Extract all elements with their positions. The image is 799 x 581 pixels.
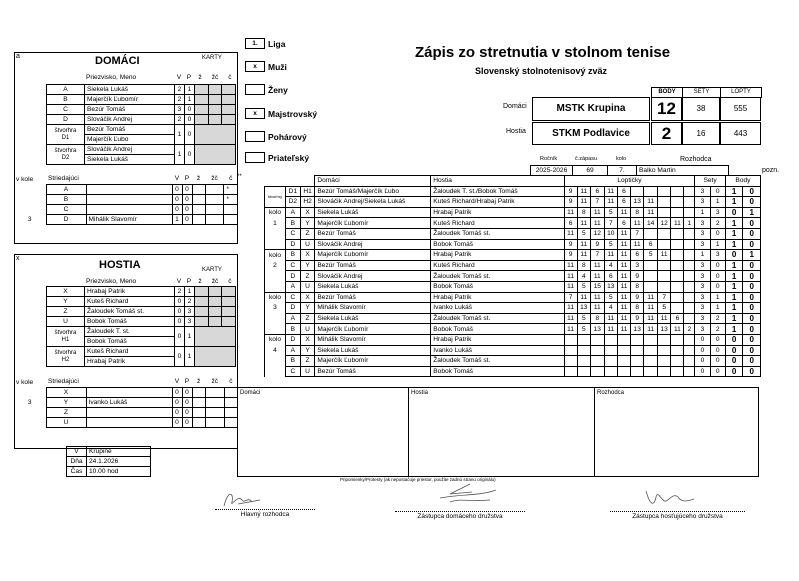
domaci-karty: KARTY bbox=[202, 55, 222, 61]
match-row: 3 D Y Mihálik Slavomír Ivanko Lukáš 11 13 11 4 11 8 11 5 3 1 1 0 bbox=[265, 303, 761, 314]
hostia-players: X Hrabaj Patrik 2 1 Y Kuteš Richard 0 2 Z Žaloudek Tomáš st. 0 3 U Bobok Tomáš 0 3 štvorhra H1 Žaloudek T. st. 0 1 Bobok Tomáš štvorhra H2 Kuteš Richard 0 1 Hrabaj Patrik bbox=[46, 286, 236, 367]
away-body: 2 bbox=[651, 122, 682, 145]
player-row: Y Kuteš Richard 0 2 bbox=[47, 297, 236, 307]
option-0: 1. Liga bbox=[245, 38, 285, 49]
match-row: A U Siekela Lukáš Bobok Tomáš 11 5 15 13 11 8 3 0 1 0 bbox=[265, 281, 761, 292]
corner-a: a bbox=[16, 53, 20, 60]
sub-row: 3 Y Ivanko Lukáš 0 0 bbox=[14, 397, 238, 407]
sub-row: Z 0 0 bbox=[14, 407, 238, 417]
sub-row: A 0 0 * bbox=[14, 184, 238, 194]
home-label: Domáci bbox=[503, 103, 527, 110]
match-row: D Z Slováčik Andrej Žaloudek Tomáš st. 11 4 11 6 11 9 3 0 1 0 bbox=[265, 271, 761, 282]
player-row: A Siekela Lukáš 2 1 bbox=[47, 85, 236, 95]
match-row: D2 H2 Slováčik Andrej/Siekela Lukáš Kuteš Richard/Hrabaj Patrik 9 11 7 11 6 13 11 3 1 1 0 bbox=[265, 197, 761, 208]
player-row: U Bobok Tomáš 0 3 bbox=[47, 317, 236, 327]
match-row: 4 A Y Siekela Lukáš Ivanko Lukáš 0 0 0 0 bbox=[265, 345, 761, 356]
home-team: MSTK Krupina bbox=[532, 97, 650, 121]
match-row: A Z Siekela Lukáš Žaloudek Tomáš st. 11 5 8 11 11 9 11 11 6 3 2 1 0 bbox=[265, 313, 761, 324]
score-header: BODY SETY LOPTY bbox=[651, 87, 762, 98]
option-5: Priateľský bbox=[245, 152, 309, 163]
match-table: Domáci Hostia Loptičky Sety Body štvorhry D1 H1 Bezúr Tomáš/Majerčík Ľubo Žaloudek T. st./Bobok Tomáš 9 11 6 11 6 3 0 1 0 D2 H2 Slováčik Andrej/Siekela Lukáš Kuteš Richard/Hrabaj Patrik 9 11 7 11 6 13 11 3 1 1 0 kolo A X Siekela Lukáš Hrabaj Patrik 11 8 11 5 11 8 11 1 3 0 1 1 B Y Majerčík Ľubomír Kuteš Richard 6 11 11 7 6 11 14 12 11 1 3 2 1 0 C Z Bezúr Tomáš Žaloudek Tomáš st. 11 5 12 10 11 7 3 0 1 0 D U Slováčik Andrej Bobok Tomáš 9 11 9 5 11 11 6 3 1 1 0 kolo B X Majerčík Ľubomír Hrabaj Patrik 9 11 7 11 11 6 5 11 1 3 0 1 2 C Y Bezúr Tomáš Kuteš Richard 11 8 11 4 11 3 3 0 1 0 D Z Slováčik Andrej Žaloudek Tomáš st. 11 4 11 6 11 9 3 0 1 0 A U Siekela Lukáš Bobok Tomáš 11 5 15 13 11 8 3 0 1 0 kolo C X Bezúr Tomáš Hrabaj Patrik 7 11 11 5 11 9 11 7 3 1 1 0 3 D Y Mihálik Slavomír Ivanko Lukáš 11 13 11 4 11 8 11 5 3 1 1 0 A Z Siekela Lukáš Žaloudek Tomáš st. 11 5 8 11 11 9 11 11 6 3 2 1 0 B U Majerčík Ľubomír Bobok Tomáš 11 5 13 11 11 13 11 13 11 2 3 2 1 0 kolo D X Mihálik Slavomír Hrabaj Patrik 0 0 0 0 4 A Y Siekela Lukáš Ivanko Lukáš 0 0 0 0 B Z Majerčík Ľubomír Žaloudek Tomáš st. 0 0 0 0 C U Bezúr Tomáš Bobok Tomáš 0 0 0 0 bbox=[264, 175, 761, 377]
sub-row: 3 D Mihálik Slavomír 1 0 bbox=[14, 214, 238, 224]
sig-referee-label: Hlavný rozhodca bbox=[215, 509, 315, 518]
doubles-row: štvorhra H2 Kuteš Richard 0 1 bbox=[47, 347, 236, 357]
player-row: Z Žaloudek Tomáš st. 0 3 bbox=[47, 307, 236, 317]
doc-subtitle: Slovenský stolnotenisový zväz bbox=[475, 66, 608, 76]
match-row: štvorhry D1 H1 Bezúr Tomáš/Majerčík Ľubo Žaloudek T. st./Bobok Tomáš 9 11 6 11 6 3 0 1 0 bbox=[265, 186, 761, 197]
corner-x: x bbox=[16, 255, 20, 262]
option-4: Pohárový bbox=[245, 131, 307, 142]
meta-h-rocnik: Ročník bbox=[540, 156, 558, 162]
away-team: STKM Podlavice bbox=[532, 122, 650, 145]
away-sety: 16 bbox=[682, 122, 720, 145]
home-sety: 38 bbox=[682, 97, 720, 121]
home-lopty: 555 bbox=[720, 97, 761, 121]
player-row: D Slováčik Andrej 2 0 bbox=[47, 115, 236, 125]
meta-h-rozhodca: Rozhodca bbox=[680, 156, 712, 163]
sub-row: U 0 0 bbox=[14, 417, 238, 427]
doc-title: Zápis zo stretnutia v stolnom tenise bbox=[415, 44, 671, 61]
match-row: B Z Majerčík Ľubomír Žaloudek Tomáš st. 0 0 0 0 bbox=[265, 356, 761, 367]
option-checkbox[interactable]: x bbox=[245, 61, 265, 72]
match-row: D U Slováčik Andrej Bobok Tomáš 9 11 9 5 11 11 6 3 1 1 0 bbox=[265, 239, 761, 250]
sub-row: B 0 0 * bbox=[14, 194, 238, 204]
domaci-players: A Siekela Lukáš 2 1 B Majerčík Ľubomír 2 1 C Bezúr Tomáš 3 0 D Slováčik Andrej 2 0 štvorhra D1 Bezúr Tomáš 1 0 Majerčík Ľubo štvorhra D2 Slováčik Andrej 1 0 Siekela Lukáš bbox=[46, 84, 236, 165]
meta-row: 2025-2026 69 7. Balko Martin bbox=[530, 165, 729, 176]
meta-pozn: pozn. bbox=[762, 167, 780, 174]
sig-away-label: Zástupca hosťujúceho družstva bbox=[610, 511, 745, 520]
place-date: V Krupine Dňa 24.1.2026 Čas 10.00 hod bbox=[66, 446, 151, 477]
option-checkbox[interactable] bbox=[245, 131, 265, 142]
sig-home-label: Zástupca domáceho družstva bbox=[395, 511, 525, 520]
protest-note: Pripomienky/Protesty (ak nepostačuje priestor, použite zadnú stranu originálu) bbox=[340, 477, 496, 482]
match-row: kolo C X Bezúr Tomáš Hrabaj Patrik 7 11 11 5 11 9 11 7 3 1 1 0 bbox=[265, 292, 761, 303]
home-body: 12 bbox=[651, 97, 682, 121]
sub-row: X 0 0 bbox=[14, 387, 238, 397]
doubles-row: štvorhra D1 Bezúr Tomáš 1 0 bbox=[47, 125, 236, 135]
match-row: kolo B X Majerčík Ľubomír Hrabaj Patrik 9 11 7 11 11 6 5 11 1 3 0 1 bbox=[265, 250, 761, 261]
meta-h-cislo: č.zápasu bbox=[575, 156, 598, 162]
hostia-karty: KARTY bbox=[202, 267, 222, 273]
match-row: C U Bezúr Tomáš Bobok Tomáš 0 0 0 0 bbox=[265, 366, 761, 377]
option-1: x Muži bbox=[245, 61, 287, 72]
meta-h-kolo: kolo bbox=[616, 156, 627, 162]
match-row: 2 C Y Bezúr Tomáš Kuteš Richard 11 8 11 4 11 3 3 0 1 0 bbox=[265, 260, 761, 271]
match-row: kolo A X Siekela Lukáš Hrabaj Patrik 11 8 11 5 11 8 11 1 3 0 1 bbox=[265, 207, 761, 218]
away-label: Hostia bbox=[506, 128, 526, 135]
option-checkbox[interactable]: x bbox=[245, 108, 265, 119]
match-row: 1 B Y Majerčík Ľubomír Kuteš Richard 6 11 11 7 6 11 14 12 11 1 3 2 1 0 bbox=[265, 218, 761, 229]
domaci-table: Priezvisko, Meno V P ž žč č bbox=[86, 73, 232, 81]
player-row: C Bezúr Tomáš 3 0 bbox=[47, 105, 236, 115]
match-row: B U Majerčík Ľubomír Bobok Tomáš 11 5 13 11 11 13 11 13 11 2 3 2 1 0 bbox=[265, 324, 761, 335]
stars: ** bbox=[237, 174, 242, 180]
notes-box bbox=[237, 387, 759, 477]
notes-domaci: Domáci bbox=[240, 390, 261, 396]
domaci-title: DOMÁCI bbox=[95, 55, 140, 67]
notes-hostia: Hostia bbox=[411, 390, 429, 396]
match-row: kolo D X Mihálik Slavomír Hrabaj Patrik 0 0 0 0 bbox=[265, 334, 761, 345]
option-2: Ženy bbox=[245, 84, 288, 95]
away-lopty: 443 bbox=[720, 122, 761, 145]
hostia-table: Priezvisko, Meno V P ž žč č bbox=[86, 277, 232, 285]
doubles-row: štvorhra D2 Slováčik Andrej 1 0 bbox=[47, 145, 236, 155]
hostia-subs: v kole Striedajúci V P ž žč č X 0 0 3 Y Ivanko Lukáš 0 0 Z 0 0 U 0 0 bbox=[14, 377, 238, 428]
signature-home bbox=[430, 480, 500, 510]
option-checkbox[interactable] bbox=[245, 84, 265, 95]
hostia-title: HOSTIA bbox=[99, 259, 141, 271]
sub-row: C 0 0 bbox=[14, 204, 238, 214]
player-row: X Hrabaj Patrik 2 1 bbox=[47, 287, 236, 297]
match-row: C Z Bezúr Tomáš Žaloudek Tomáš st. 11 5 12 10 11 7 3 0 1 0 bbox=[265, 228, 761, 239]
signature-away bbox=[640, 483, 700, 513]
domaci-subs: v kole Striedajúci V P ž žč č A 0 0 * B 0 0 * C 0 0 3 D Mihálik Slavomír 1 0 bbox=[14, 174, 238, 225]
player-row: B Majerčík Ľubomír 2 1 bbox=[47, 95, 236, 105]
doubles-row: štvorhra H1 Žaloudek T. st. 0 1 bbox=[47, 327, 236, 337]
option-checkbox[interactable] bbox=[245, 152, 265, 163]
option-3: x Majstrovský bbox=[245, 108, 317, 119]
notes-rozhodca: Rozhodca bbox=[597, 390, 625, 396]
option-checkbox[interactable]: 1. bbox=[245, 38, 265, 49]
